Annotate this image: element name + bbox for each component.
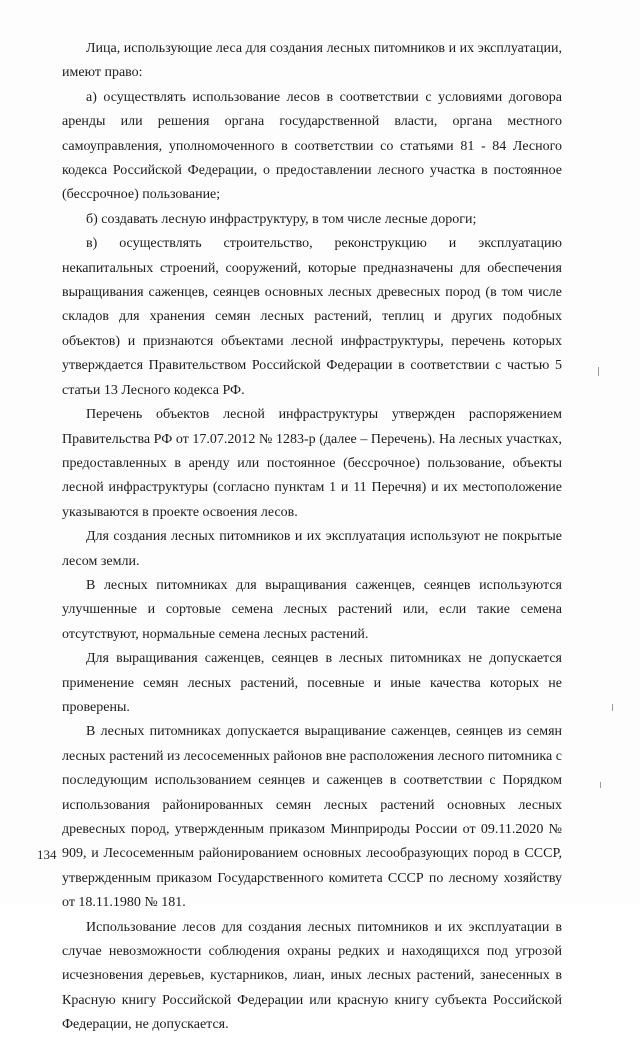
paragraph-infrastructure-list: Перечень объектов лесной инфраструктуры утвержден распоряжением Правительства РФ от 17.07.2012 № 1283-р (далее – Перечень). На лесных участках, предоставленных в аренду или постоянное (бессрочное) пользование, объекты лесной инфраструктуры (согласно пунктам 1 и 11 Перечня) и их местоположение указываются в проекте освоения лесов. — [62, 407, 562, 520]
document-body — [62, 37, 562, 1038]
paragraph-item-b: б) создавать лесную инфраструктуру, в том числе лесные дороги; — [86, 211, 477, 227]
paragraph-seeds-quality: В лесных питомниках для выращивания саженцев, сеянцев используются улучшенные и сортовые семена лесных растений или, если такие семена отсутствуют, нормальные семена лесных растений. — [62, 577, 562, 642]
scan-artifact — [612, 704, 613, 711]
paragraph-red-book: Использование лесов для создания лесных питомников и их эксплуатации в случае невозможности соблюдения охраны редких и находящихся под угрозой исчезновения деревьев, кустарников, лиан, иных лесных растений, занесенных в Красную книгу Российской Федерации или красную книгу субъекта Российской Федерации, не допускается. — [62, 919, 562, 1033]
paragraph-land-use: Для создания лесных питомников и их эксплуатация используют не покрытые лесом земли. — [62, 529, 562, 569]
paragraph-intro: Лица, использующие леса для создания лесных питомников и их эксплуатации, имеют право: — [62, 41, 562, 81]
paragraph-seed-zones: В лесных питомниках допускается выращивание саженцев, сеянцев из семян лесных растений из лесосеменных районов вне расположения лесного питомника с последующим использованием сеянцев и саженцев в соответствии с Порядком использования районированных семян лесных растений основных лесных древесных пород, утвержденным приказом Минприроды России от 09.11.2020 № 909, и Лесосеменным районированием основных лесообразующих пород в СССР, утвержденным приказом Государственного комитета СССР по лесному хозяйству от 18.11.1980 № 181. — [62, 724, 562, 911]
paragraph-unverified-seeds: Для выращивания саженцев, сеянцев в лесных питомниках не допускается применение семян лесных растений, посевные и иные качества которых не проверены. — [62, 651, 562, 715]
scan-artifact — [600, 782, 601, 788]
paragraph-item-v: в) осуществлять строительство, реконструкцию и эксплуатацию некапитальных строений, сооружений, которые предназначены для обеспечения выращивания саженцев, сеянцев основных лесных древесных пород (в том числе складов для хранения семян лесных растений, теплиц и других подобных объектов) и признаются объектами лесной инфраструктуры, перечень которых утверждается Правительством Российской Федерации в соответствии с частью 5 статьи 13 Лесного кодекса РФ. — [62, 236, 562, 398]
scan-artifact — [598, 367, 599, 376]
paragraph-item-a: а) осуществлять использование лесов в соответствии с условиями договора аренды или решения органа государственной власти, органа местного самоуправления, уполномоченного в соответствии со статьями 81 - 84 Лесного кодекса Российской Федерации, о предоставлении лесного участка в постоянное (бессрочное) пользование; — [62, 89, 562, 203]
page-number: 134 — [37, 847, 57, 862]
